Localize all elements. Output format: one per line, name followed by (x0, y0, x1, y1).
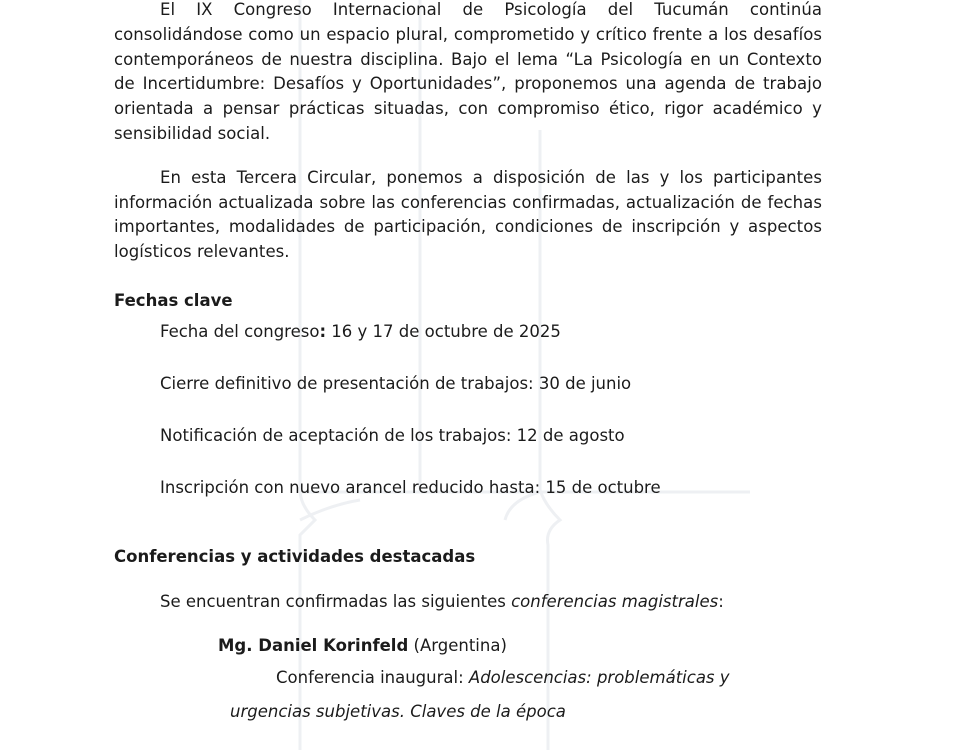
key-date-congress (160, 322, 561, 341)
key-date-value: 15 de octubre (540, 478, 661, 497)
key-date-registration (160, 478, 661, 497)
key-date-value: 16 y 17 de octubre de 2025 (326, 322, 561, 341)
key-date-label: Inscripción con nuevo arancel reducido hasta (160, 478, 535, 497)
intro-paragraph-1: El IX Congreso Internacional de Psicología del Tucumán continúa consolidándose como un espacio plural, comprometido y crítico frente a los desafíos contemporáneos de nuestra disciplina. Bajo el lema “La Psicología en un Contexto de Incertidumbre: Desafíos y Oportunidades”, proponemos una agenda de trabajo orientada a pensar prácticas situadas, con compromiso ético, rigor académico y sensibilidad social. (114, 0, 822, 143)
key-date-label: Cierre definitivo de presentación de trabajos (160, 374, 529, 393)
conference-title-part-1: Adolescencias: problemáticas y (468, 668, 730, 687)
conferences-intro-italic: conferencias magistrales (511, 592, 719, 611)
key-date-submission-close (160, 374, 631, 393)
key-dates-heading: Fechas clave (114, 291, 233, 310)
conference-title-part-2: urgencias subjetivas. Claves de la época (230, 702, 566, 721)
key-date-label: Fecha del congreso (160, 322, 320, 341)
conference-title-line-1 (276, 668, 730, 687)
key-date-separator: : (534, 478, 541, 497)
key-date-value: 12 de agosto (511, 426, 625, 445)
conference-label: Conferencia inaugural: (276, 668, 469, 687)
conferences-heading: Conferencias y actividades destacadas (114, 547, 476, 566)
speaker-line (218, 636, 507, 655)
conferences-intro-text: Se encuentran confirmadas las siguientes (160, 592, 512, 611)
key-date-separator: : (319, 322, 327, 341)
speaker-country: (Argentina) (408, 636, 507, 655)
key-date-separator: : (528, 374, 534, 393)
conferences-intro-end: : (718, 592, 724, 611)
key-date-label: Notificación de aceptación de los trabajos (160, 426, 506, 445)
intro-section (114, 0, 822, 265)
conference-title-line-2 (230, 702, 566, 721)
key-date-value: 30 de junio (533, 374, 632, 393)
speaker-name: Mg. Daniel Korinfeld (218, 636, 409, 655)
key-date-separator: : (505, 426, 512, 445)
intro-paragraph-2: En esta Tercera Circular, ponemos a disposición de las y los participantes información actualizada sobre las conferencias confirmadas, actualización de fechas importantes, modalidades de participación, condiciones de inscripción y aspectos logísticos relevantes. (114, 167, 822, 262)
key-date-acceptance (160, 426, 625, 445)
conferences-intro (160, 592, 724, 611)
